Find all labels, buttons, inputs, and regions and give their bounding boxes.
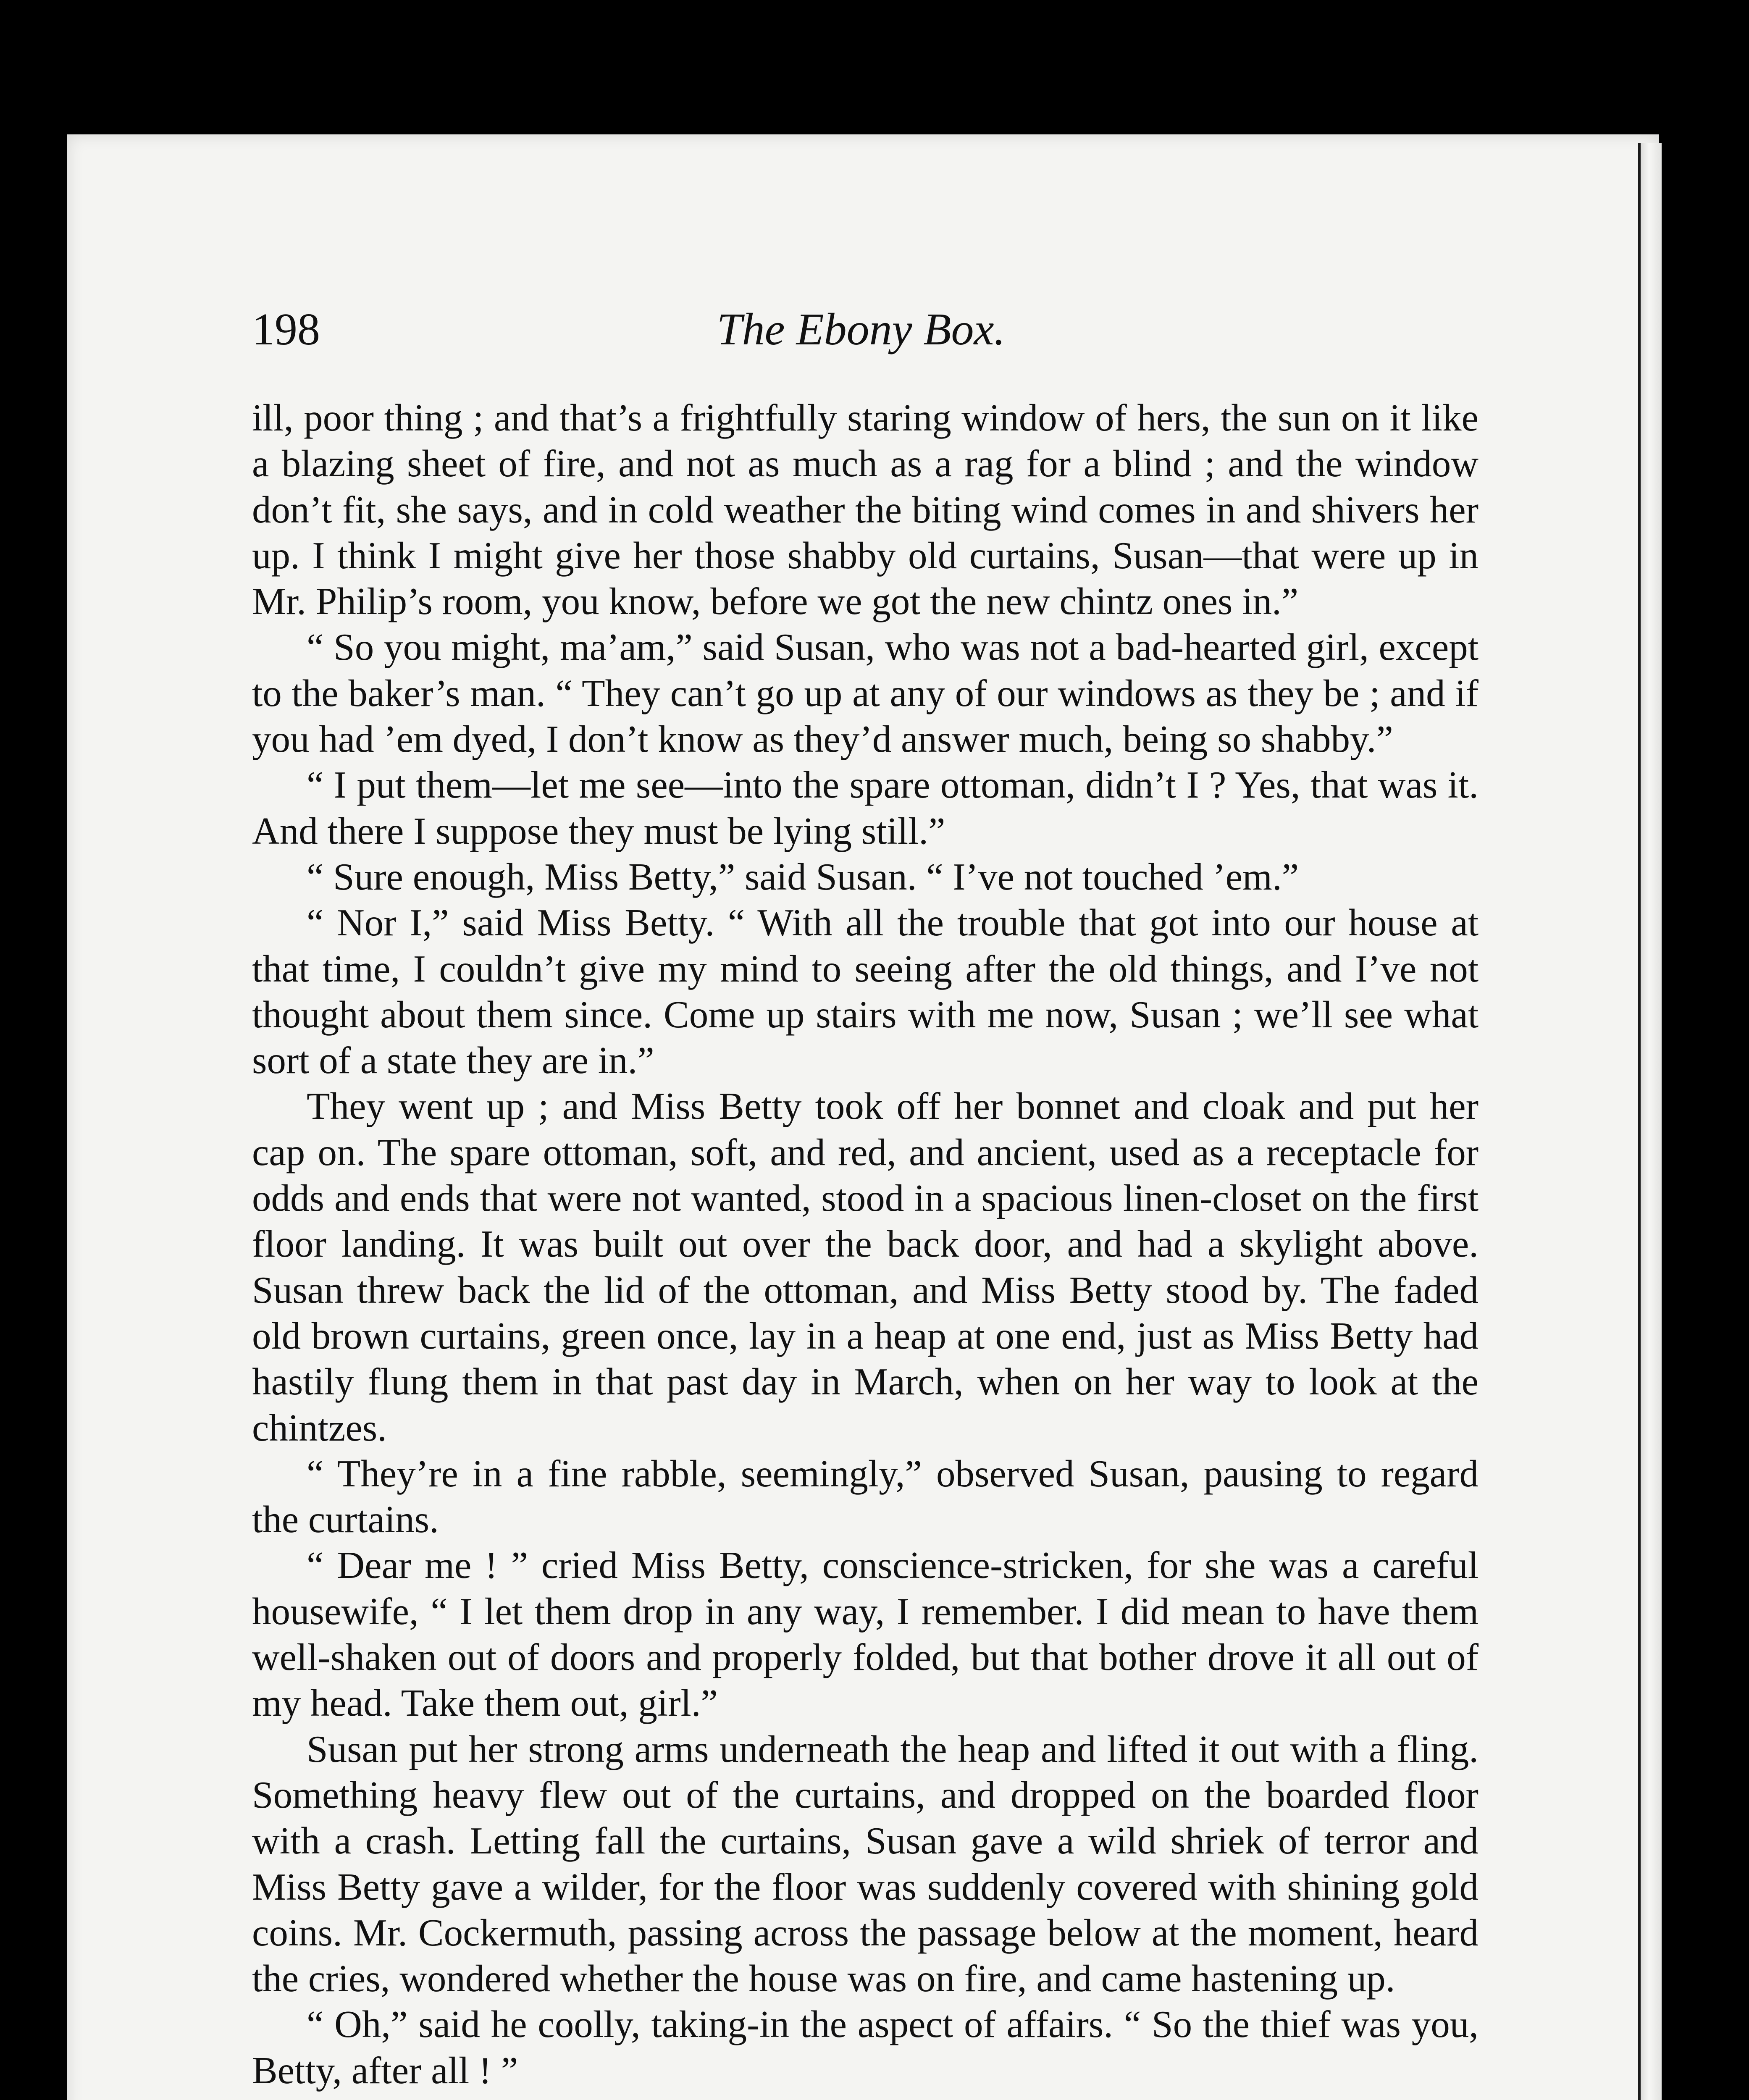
paragraph: Susan put her strong arms underneath the heap and lifted it out with a fling. Something heavy flew out of the curtains, and dropped on the boarded floor with a crash. Letting fall the curtains, Susan gave a wild shriek of terror and Miss Betty gave a wilder, for the floor was suddenly covered with shining gold coins. Mr. Cockermuth, passing across the passage below at the moment, heard the cries, wondered whether the house was on fire, and came hastening up. <box>252 1727 1479 2000</box>
paragraph: “ Oh,” said he coolly, taking-in the aspect of affairs. “ So the thief was you, Betty, after all ! ” <box>252 2003 1479 2092</box>
page-number: 198 <box>252 304 320 354</box>
paragraph: ill, poor thing ; and that’s a frightfully staring window of hers, the sun on it like a blazing sheet of fire, and not as much as a rag for a blind ; and the window don’t fit, she says, and in cold weather the biting wind comes in and shivers her up. I think I might give her those shabby old curtains, Susan—that were up in Mr. Philip’s room, you know, before we got the new chintz ones in.” <box>252 396 1479 623</box>
paragraph: “ So you might, ma’am,” said Susan, who was not a bad-hearted girl, except to the baker’s man. “ They can’t go up at any of our windows as they be ; and if you had ’em dyed, I don’t know as they’d answer much, being so shabby.” <box>252 626 1479 761</box>
paragraph: “ Nor I,” said Miss Betty. “ With all the trouble that got into our house at that time, I couldn’t give my mind to seeing after the old things, and I’ve not thought about them since. Come up stairs with me now, Susan ; we’ll see what sort of a state they are in.” <box>252 901 1479 1082</box>
paragraph: “ I put them—let me see—into the spare ottoman, didn’t I ? Yes, that was it. And there I suppose they must be lying still.” <box>252 764 1479 852</box>
running-title: The Ebony Box. <box>717 304 1006 354</box>
paragraph: They went up ; and Miss Betty took off her bonnet and cloak and put her cap on. The spare ottoman, soft, and red, and ancient, used as a receptacle for odds and ends that were not wanted, stood in a spacious linen-closet on the first floor landing. It was built out over the back door, and had a skylight above. Susan threw back the lid of the ottoman, and Miss Betty stood by. The faded old brown curtains, green once, lay in a heap at one end, just as Miss Betty had hastily flung them in that past day in March, when on her way to look at the chintzes. <box>252 1085 1479 1449</box>
page-edge <box>1638 143 1662 2100</box>
paragraph: “ They’re in a fine rabble, seemingly,” observed Susan, pausing to regard the curtains. <box>252 1452 1479 1541</box>
paragraph: “ Sure enough, Miss Betty,” said Susan. “ I’ve not touched ’em.” <box>307 855 1299 898</box>
paragraph: “ Dear me ! ” cried Miss Betty, conscience-stricken, for she was a careful housewife, “ I let them drop in any way, I remember. I did mean to have them well-shaken out of doors and properly folded, but that bother drove it all out of my head. Take them out, girl.” <box>252 1544 1479 1725</box>
body-text <box>252 395 1479 2100</box>
page-header <box>252 302 1470 357</box>
